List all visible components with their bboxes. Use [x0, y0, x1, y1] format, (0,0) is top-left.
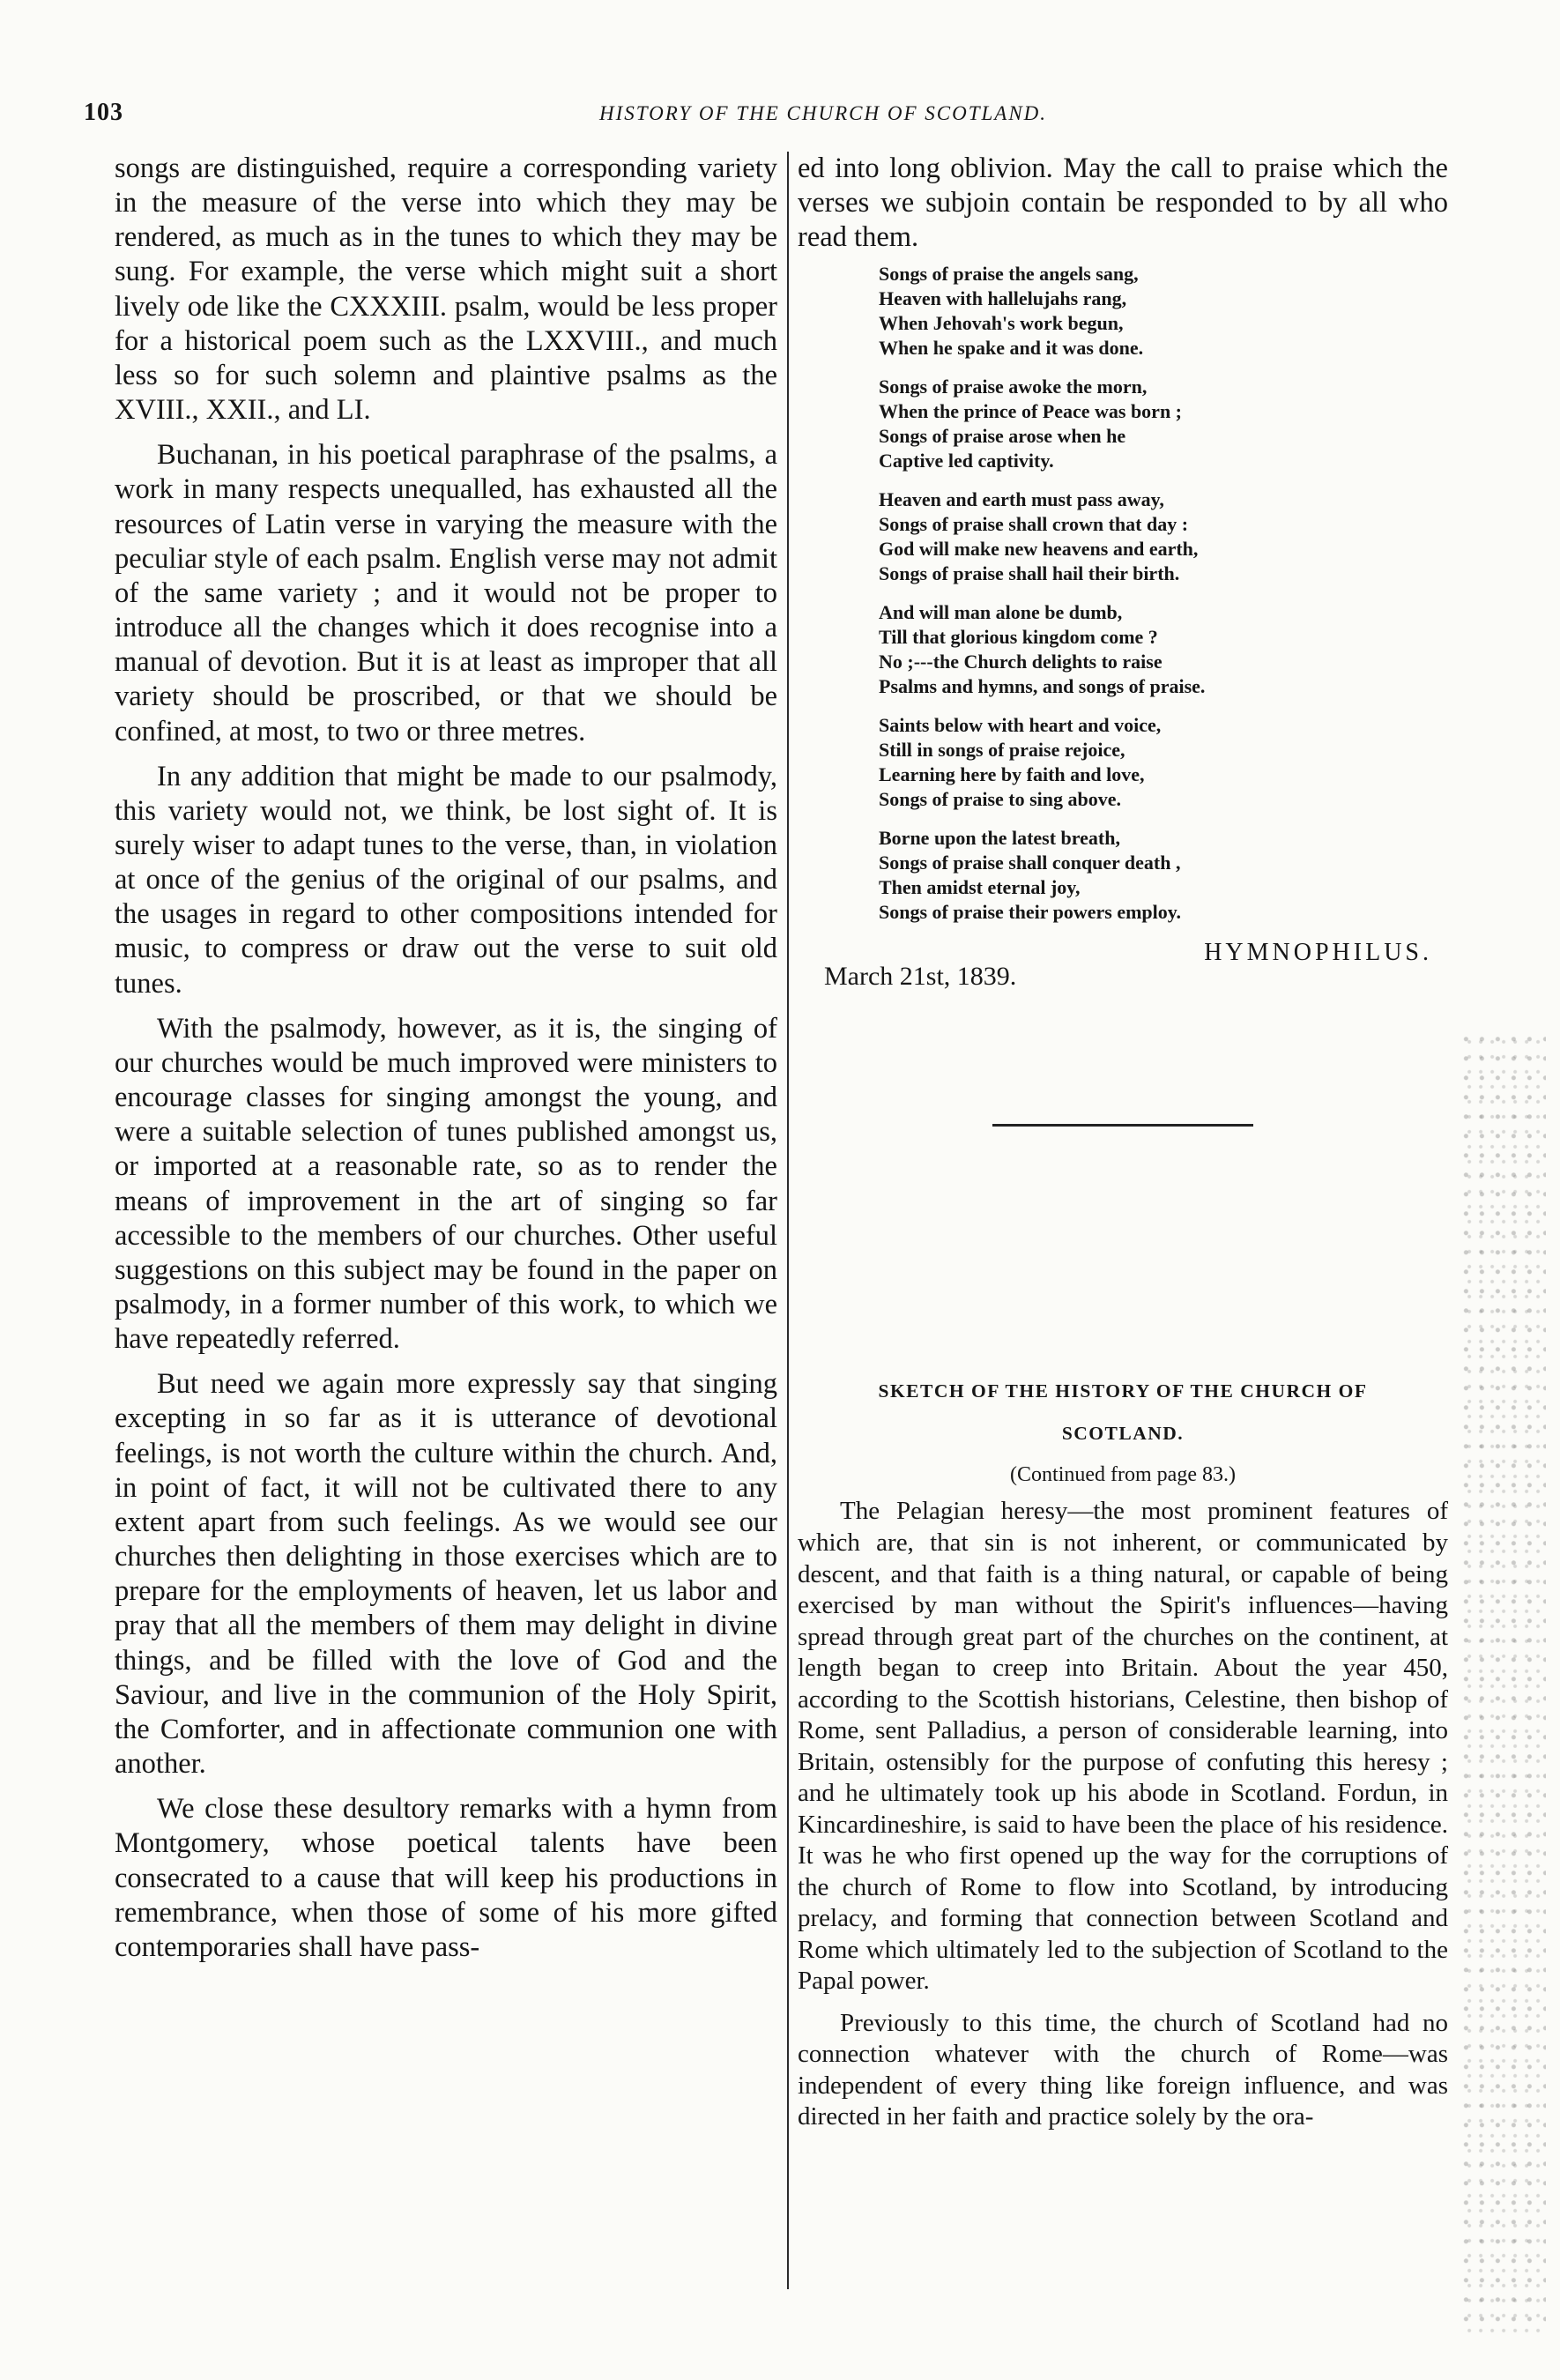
hymn-line: Heaven with hallelujahs rang, [879, 287, 1127, 310]
left-column [115, 152, 777, 1975]
hymn-line: Psalms and hymns, and songs of praise. [879, 675, 1206, 698]
section-title-line: SCOTLAND. [1061, 1423, 1185, 1445]
hymn-line: Songs of praise shall crown that day : [879, 513, 1189, 536]
hymn-line: Saints below with heart and voice, [879, 714, 1162, 737]
hymn-line: When the prince of Peace was born ; [879, 400, 1183, 423]
paragraph: The Pelagian heresy—the most prominent features of which are, that sin is not inherent, or communicated by descent, and that faith is a thing natural, or capable of being exercised by man without the Spirit's influences—having spread through great part of the churches on the continent, at length began to creep into Britain. About the year 450, according to the Scottish historians, Celestine, then bishop of Rome, sent Palladius, a person of considerable learning, into Britain, ostensibly for the purpose of confuting this heresy ; and he ultimately took up his abode in Scotland. Fordun, in Kincardineshire, is said to have been the place of his residence. It was he who first opened up the way for the corruptions of the church of Rome to flow into Scotland, by introducing prelacy, and forming that connection between Scotland and Rome which ultimately led to the subjection of Scotland to the Papal power. [798, 1497, 1448, 1996]
hymn-line: No ;---the Church delights to raise [879, 651, 1163, 673]
hymn-stanza [879, 826, 1448, 925]
hymn-line: Songs of praise awoke the morn, [879, 376, 1148, 398]
hymn-stanza [879, 487, 1448, 586]
paragraph: Buchanan, in his poetical paraphrase of the psalms, a work in many respects unequalled, has exhausted all the resources of Latin verse in varying the measure with the peculiar style of each psalm. English verse may not admit of the same variety ; and it would not be proper to introduce all the changes which it does recognise into a manual of devotion. But it is at least as improper that all variety should be proscribed, or that we should be confined, at most, to two or three metres. [115, 439, 777, 747]
hymn-line: Heaven and earth must pass away, [879, 488, 1164, 511]
section-title-line: SKETCH OF THE HISTORY OF THE CHURCH OF [878, 1380, 1368, 1402]
hymn-line: Songs of praise arose when he [879, 425, 1126, 448]
hymn-stanza [879, 375, 1448, 473]
hymn [879, 262, 1448, 925]
hymn-line: Borne upon the latest breath, [879, 827, 1120, 850]
hymn-stanza [879, 713, 1448, 812]
section-title [798, 1370, 1448, 1454]
hymn-stanza [879, 262, 1448, 361]
hymn-line: Songs of praise to sing above. [879, 788, 1122, 811]
paragraph: Previously to this time, the church of Scotland had no connection whatever with the church of Rome—was independent of every thing like foreign influence, and was directed in her faith and practice solely by the ora- [798, 2008, 1448, 2131]
hymn-line: Till that glorious kingdom come ? [879, 626, 1158, 649]
hymn-line: Captive led captivity. [879, 450, 1054, 472]
paragraph: songs are distinguished, require a corresponding variety in the measure of the verse into which they may be rendered, as much as in the tunes to which they may be sung. For example, the verse which might suit a short lively ode like the CXXXIII. psalm, would be less proper for a historical poem such as the LXXVIII., and much less so for such solemn and plaintive psalms as the XVIII., XXII., and LI. [115, 152, 777, 427]
hymn-line: Songs of praise shall hail their birth. [879, 562, 1180, 585]
hymn-line: Learning here by faith and love, [879, 763, 1145, 786]
author-signature: HYMNOPHILUS. [1204, 939, 1432, 967]
right-column [798, 152, 1448, 2144]
continued-note: (Continued from page 83.) [1010, 1463, 1236, 1487]
hymn-line: Songs of praise the angels sang, [879, 263, 1139, 286]
hymn-line: Songs of praise shall conquer death , [879, 852, 1181, 874]
hymn-line: Then amidst eternal joy, [879, 876, 1081, 899]
section-rule [992, 1124, 1253, 1127]
running-title: HISTORY OF THE CHURCH OF SCOTLAND. [599, 102, 1048, 124]
scan-noise [1461, 1031, 1546, 2336]
paragraph: We close these desultory remarks with a hymn from Montgomery, whose poetical talents have been consecrated to a cause that will keep his productions in remembrance, when those of some of his more gifted contemporaries shall have pass- [115, 1793, 777, 1963]
page-number: 103 [84, 99, 123, 126]
page-header [84, 99, 1441, 138]
hymn-stanza [879, 600, 1448, 699]
hymn-line: When he spake and it was done. [879, 337, 1144, 360]
hymn-line: Songs of praise their powers employ. [879, 901, 1182, 924]
hymn-line: God will make new heavens and earth, [879, 538, 1199, 561]
paragraph: With the psalmody, however, as it is, the singing of our churches would be much improved were ministers to encourage classes for singing amongst the young, and were a suitable selection of tunes published amongst us, or imported at a reasonable rate, so as to render the means of improvement in the art of singing so far accessible to the members of our churches. Other useful suggestions on this subject may be found in the paper on psalmody, in a former number of this work, to which we have repeatedly referred. [115, 1012, 777, 1356]
dateline: March 21st, 1839. [824, 962, 1017, 992]
paragraph: ed into long oblivion. May the call to praise which the verses we subjoin contain be responded to by all who read them. [798, 152, 1448, 254]
hymn-line: Still in songs of praise rejoice, [879, 739, 1125, 762]
paragraph: In any addition that might be made to our psalmody, this variety would not, we think, be lost sight of. It is surely wiser to adapt tunes to the verse, than, in violation at once of the genius of the original of our psalms, and the usages in regard to other compositions intended for music, to compress or draw out the verse to suit old tunes. [115, 760, 777, 1000]
hymn-line: When Jehovah's work begun, [879, 312, 1124, 335]
hymn-line: And will man alone be dumb, [879, 601, 1123, 624]
column-divider [787, 152, 789, 2289]
paragraph: But need we again more expressly say that singing excepting in so far as it is utterance of devotional feelings, is not worth the culture within the church. And, in point of fact, it will not be cultivated there to any extent apart from such feelings. As we would see our churches then delighting in those exercises which are to prepare for the employments of heaven, let us labor and pray that all the members of them may delight in divine things, and be filled with the love of God and the Saviour, and live in the communion of the Holy Spirit, the Comforter, and in affectionate communion one with another. [115, 1368, 777, 1781]
